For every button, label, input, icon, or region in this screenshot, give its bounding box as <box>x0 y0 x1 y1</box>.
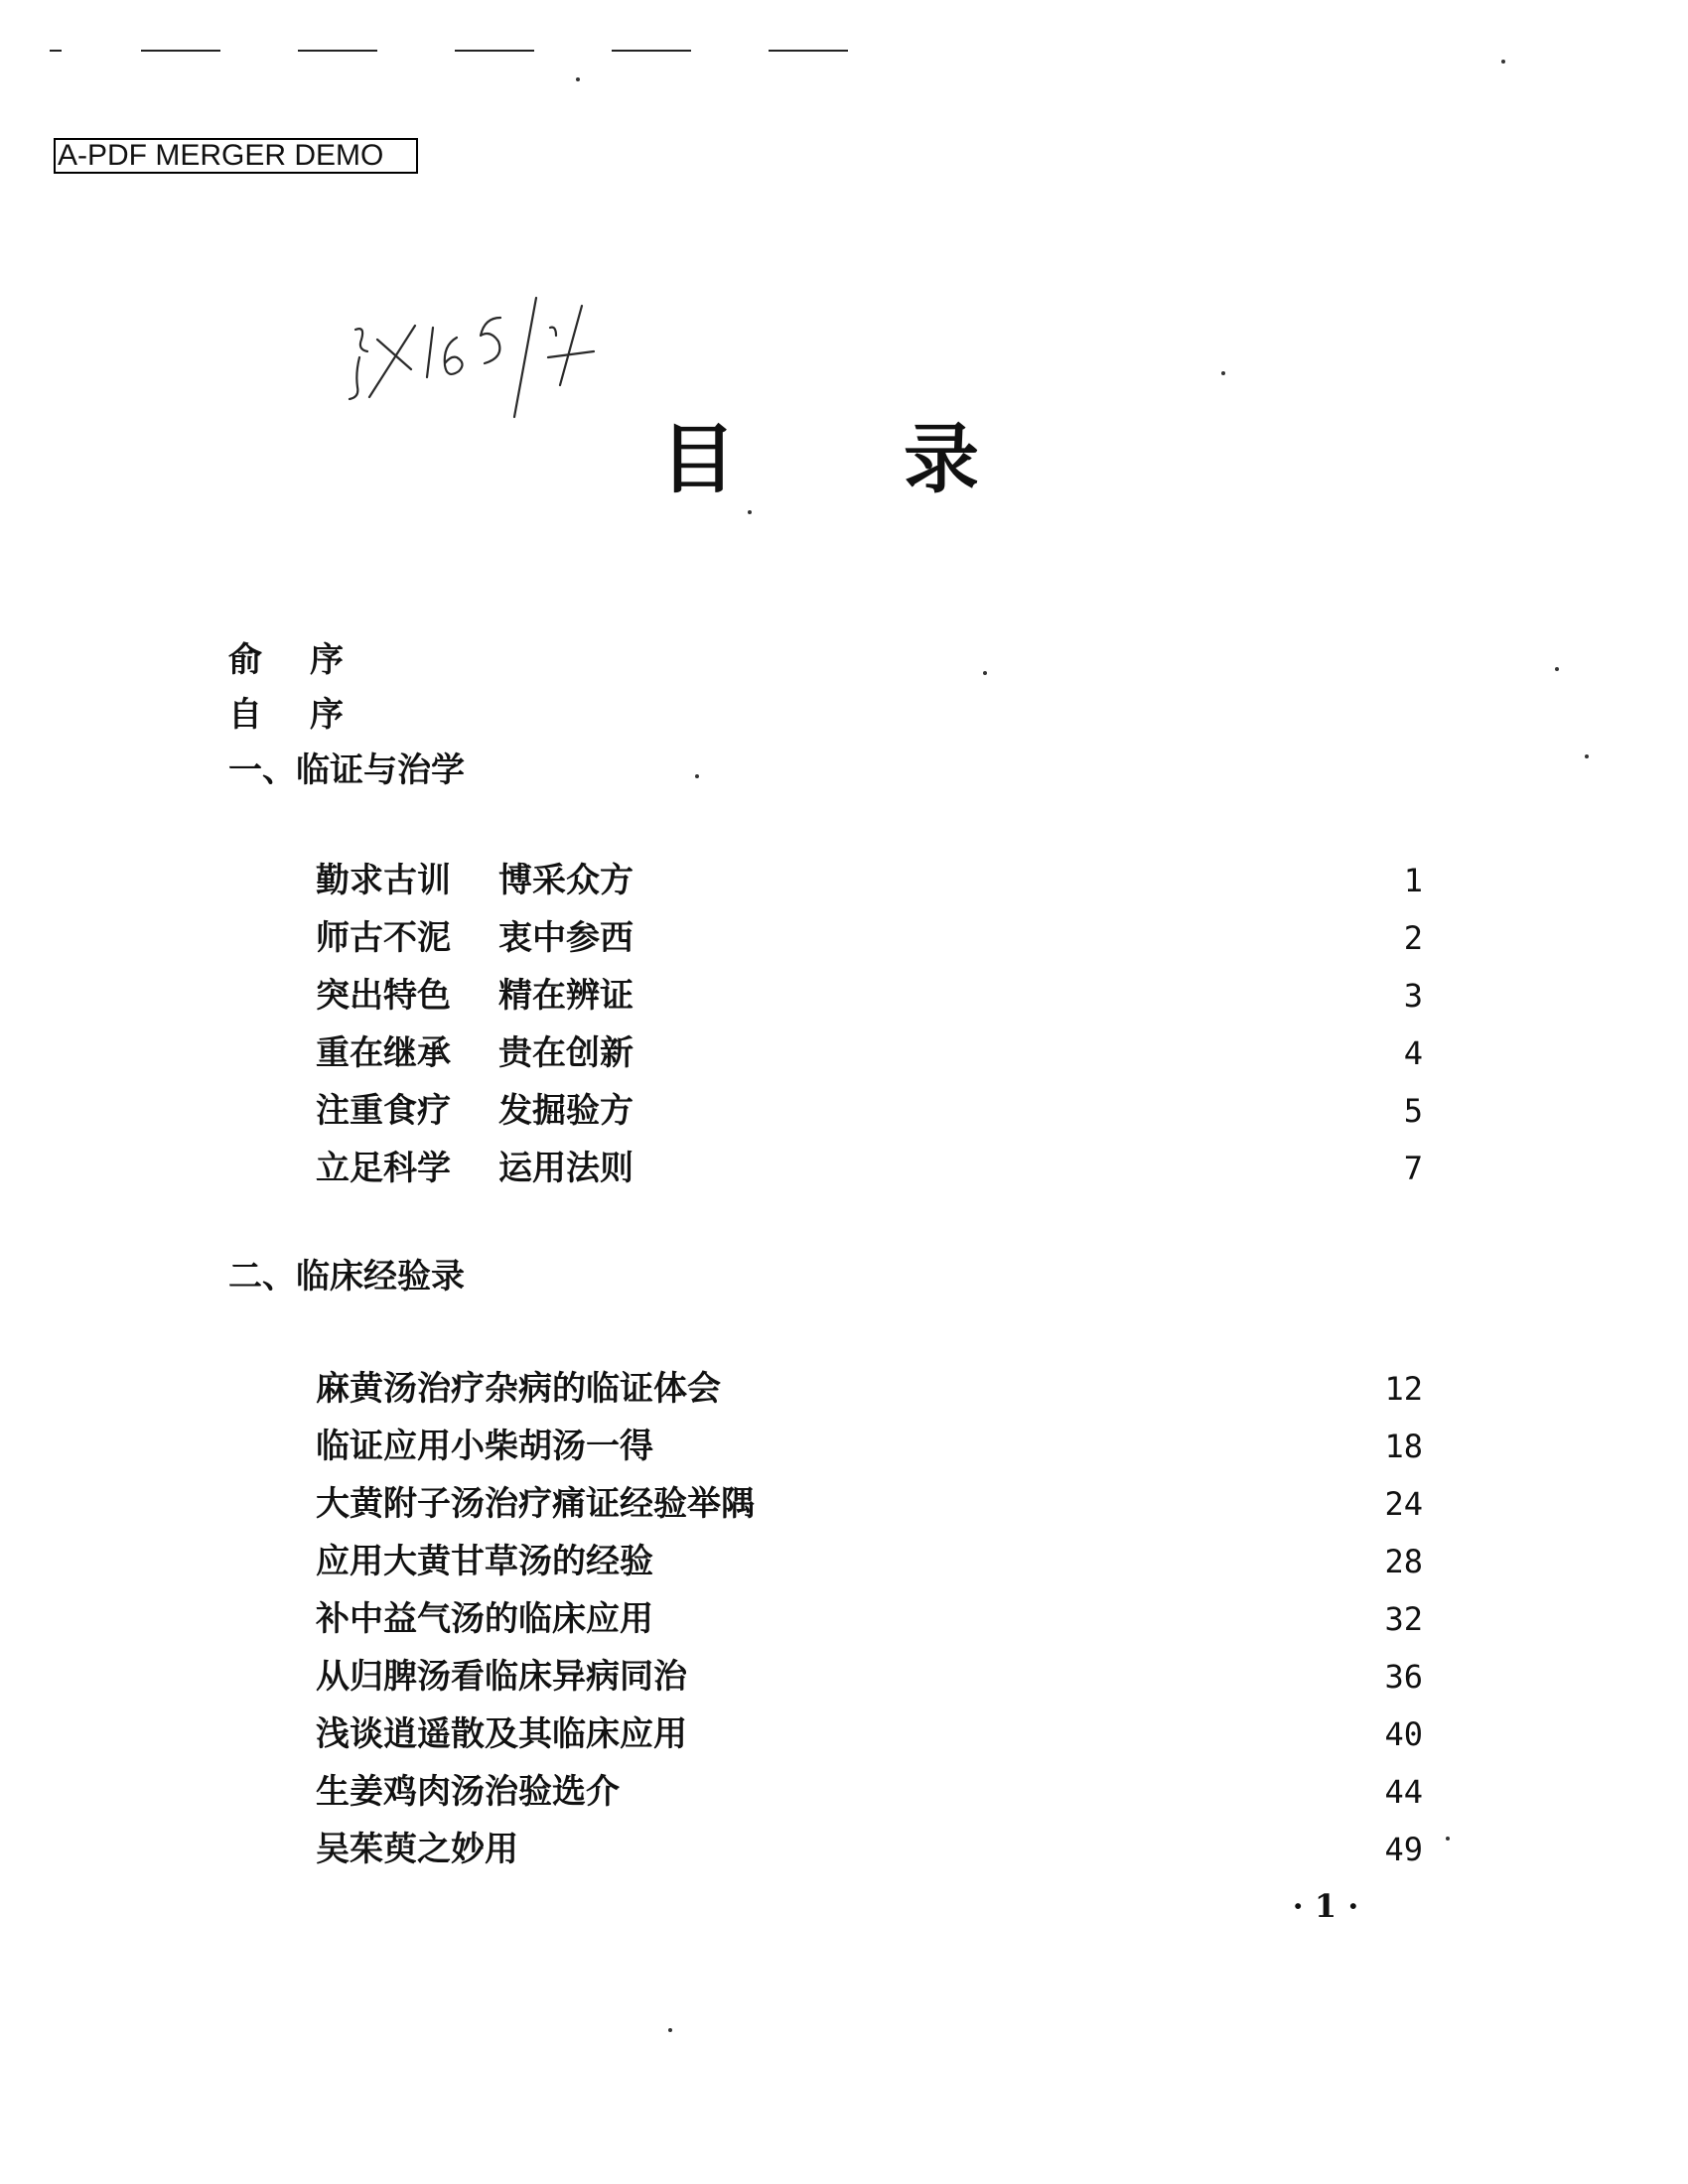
title-char-1: 目 <box>660 415 736 503</box>
section-heading: 二、临床经验录 <box>228 1257 465 1297</box>
toc-entry-title: 突出特色 精在辨证 <box>316 976 633 1016</box>
toc-entry-title: 麻黄汤治疗杂病的临证体会 <box>316 1369 721 1409</box>
dot-leader <box>639 1149 1353 1188</box>
toc-entry[interactable] <box>316 1763 1423 1821</box>
dot-leader <box>626 1772 1353 1812</box>
toc-entry[interactable] <box>316 1418 1423 1475</box>
dot-leader <box>659 1427 1353 1466</box>
scan-speck <box>1585 754 1589 758</box>
title-char-2: 录 <box>904 415 979 503</box>
toc-entry[interactable] <box>316 1648 1423 1706</box>
dot-leader <box>761 1484 1353 1524</box>
dot-leader <box>524 1830 1353 1869</box>
toc-entry-title: 补中益气汤的临床应用 <box>316 1599 653 1639</box>
toc-entry-title: 生姜鸡肉汤治验选介 <box>316 1772 620 1812</box>
dot-leader <box>639 1091 1353 1131</box>
toc-entry-page: 4 <box>1403 1034 1423 1072</box>
toc-entry-page: 18 <box>1384 1428 1423 1465</box>
scan-speck <box>695 774 699 778</box>
preface-char-2: 序 <box>310 640 344 680</box>
toc-entry-page: 7 <box>1403 1150 1423 1187</box>
dot-leader <box>639 918 1353 958</box>
pdf-merger-watermark <box>54 138 418 174</box>
preface-char-1: 自 <box>228 695 262 735</box>
toc-entry[interactable] <box>316 1533 1423 1590</box>
toc-entry[interactable] <box>316 1590 1423 1648</box>
toc-entry-title: 勤求古训 博采众方 <box>316 861 633 900</box>
toc-entry-title: 吴茱萸之妙用 <box>316 1830 518 1869</box>
toc-entry[interactable] <box>316 1706 1423 1763</box>
toc-entry[interactable] <box>316 1360 1423 1418</box>
toc-entry[interactable] <box>316 1475 1423 1533</box>
handwritten-catalogue-note <box>338 288 675 427</box>
scan-speck <box>1221 371 1225 375</box>
toc-entry-title: 大黄附子汤治疗痛证经验举隅 <box>316 1484 755 1524</box>
scan-speck <box>1501 60 1505 64</box>
scan-speck <box>1446 1837 1450 1841</box>
toc-entry-title: 立足科学 运用法则 <box>316 1149 633 1188</box>
scan-speck <box>668 2028 672 2032</box>
toc-list-section-1 <box>316 852 1423 1197</box>
section-heading: 一、临证与治学 <box>228 751 465 790</box>
scan-speck <box>1555 667 1559 671</box>
scan-speck <box>983 671 987 675</box>
toc-entry[interactable] <box>316 1821 1423 1878</box>
toc-entry-page: 5 <box>1403 1092 1423 1130</box>
dot-leader <box>693 1657 1353 1697</box>
toc-entry-title: 从归脾汤看临床异病同治 <box>316 1657 687 1697</box>
toc-entry-title: 临证应用小柴胡汤一得 <box>316 1427 653 1466</box>
preface-char-2: 序 <box>310 695 344 735</box>
toc-entry-page: 24 <box>1384 1485 1423 1523</box>
dot-leader <box>727 1369 1353 1409</box>
dot-leader <box>659 1542 1353 1581</box>
dot-leader <box>659 1599 1353 1639</box>
toc-entry-title: 注重食疗 发掘验方 <box>316 1091 633 1131</box>
dot-leader <box>639 861 1353 900</box>
dot-leader <box>639 1033 1353 1073</box>
toc-entry-page: 1 <box>1403 862 1423 899</box>
toc-entry-title: 浅谈逍遥散及其临床应用 <box>316 1714 687 1754</box>
toc-entry[interactable] <box>316 1082 1423 1140</box>
dot-leader <box>639 976 1353 1016</box>
toc-entry-page: 32 <box>1384 1600 1423 1638</box>
watermark-text: A-PDF MERGER DEMO <box>58 139 384 172</box>
page-number: · 1 · <box>1292 1887 1359 1925</box>
preface-char-1: 俞 <box>228 640 262 680</box>
toc-entry-page: 2 <box>1403 919 1423 957</box>
toc-list-section-2 <box>316 1360 1423 1878</box>
toc-entry-title: 应用大黄甘草汤的经验 <box>316 1542 653 1581</box>
toc-entry-page: 36 <box>1384 1658 1423 1696</box>
toc-entry[interactable] <box>316 1024 1423 1082</box>
toc-entry-page: 28 <box>1384 1543 1423 1580</box>
dot-leader <box>693 1714 1353 1754</box>
toc-entry-title: 重在继承 贵在创新 <box>316 1033 633 1073</box>
toc-entry-page: 44 <box>1384 1773 1423 1811</box>
header-rule-dashes <box>50 50 864 54</box>
toc-entry-page: 40 <box>1384 1715 1423 1753</box>
toc-entry-title: 师古不泥 衷中参西 <box>316 918 633 958</box>
toc-entry[interactable] <box>316 967 1423 1024</box>
toc-entry-page: 49 <box>1384 1831 1423 1868</box>
scan-speck <box>748 510 752 514</box>
scan-speck <box>576 77 580 81</box>
toc-entry-page: 12 <box>1384 1370 1423 1408</box>
toc-entry[interactable] <box>316 852 1423 909</box>
toc-entry[interactable] <box>316 909 1423 967</box>
toc-entry[interactable] <box>316 1140 1423 1197</box>
toc-entry-page: 3 <box>1403 977 1423 1015</box>
